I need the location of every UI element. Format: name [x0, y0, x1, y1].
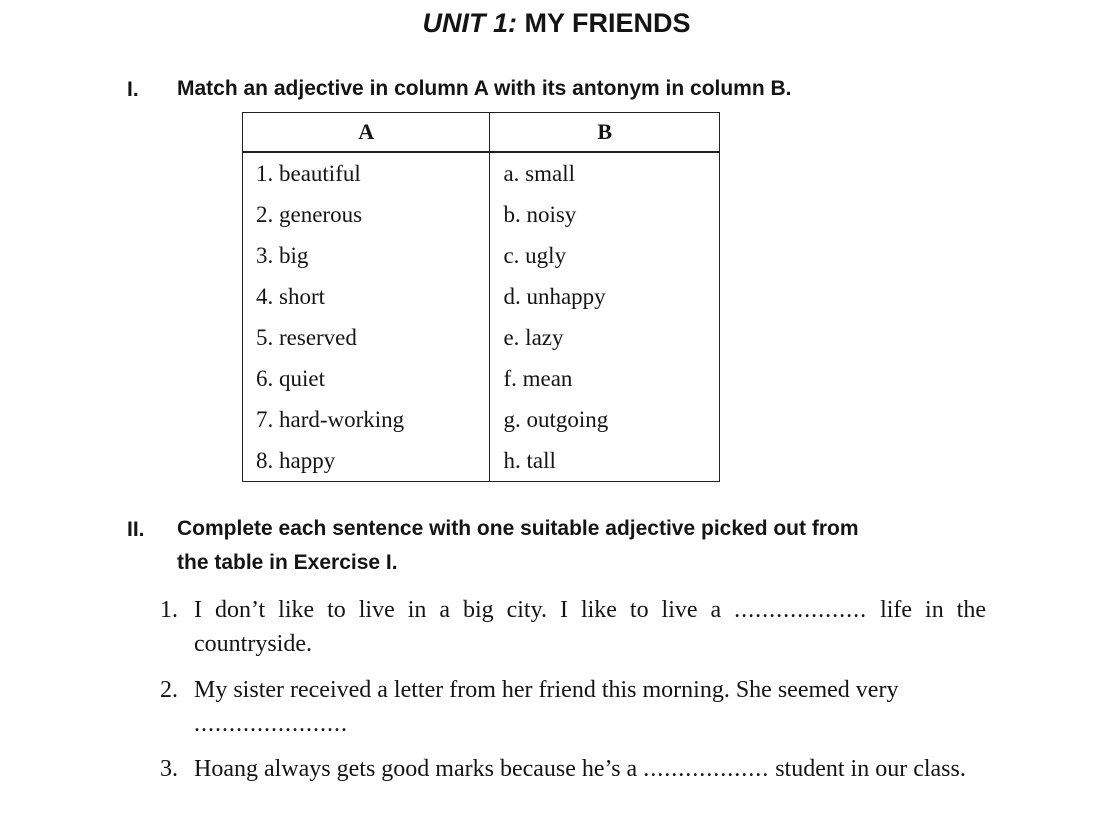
antonym-cell: e. lazy	[503, 324, 564, 350]
adjective-cell: 7. hard-working	[243, 399, 490, 440]
adjective-cell: 3. big	[243, 235, 490, 276]
table-row	[243, 152, 720, 194]
adjective-cell: 4. short	[243, 276, 490, 317]
section-2-instruction-line-1: Complete each sentence with one suitable adjective picked out from	[177, 517, 859, 540]
answer-blank[interactable]: ......................	[194, 711, 348, 737]
question-2	[160, 673, 986, 741]
antonym-cell: b. noisy	[503, 201, 577, 227]
unit-label: UNIT 1:	[422, 8, 517, 38]
page-title	[0, 8, 1113, 39]
column-b-header: B	[490, 113, 720, 153]
question-number: 2.	[160, 677, 178, 703]
adjective-cell: 5. reserved	[243, 317, 490, 358]
antonym-cell: h. tall	[503, 447, 556, 473]
question-text: My sister received a letter from her friend this morning. She seemed very	[194, 677, 899, 703]
answer-blank[interactable]: ...................	[734, 597, 868, 623]
adjective-cell: 1. beautiful	[243, 152, 490, 194]
question-3	[160, 752, 986, 786]
answer-blank[interactable]: ..................	[643, 756, 770, 782]
adjective-cell: 2. generous	[243, 194, 490, 235]
section-2-instruction-line-2: the table in Exercise I.	[177, 551, 398, 574]
question-text: Hoang always gets good marks because he’s a	[194, 756, 638, 782]
table-row	[243, 235, 720, 276]
question-text-end: life in the countryside.	[194, 597, 986, 657]
section-1-instruction: Match an adjective in column A with its antonym in column B.	[177, 77, 792, 100]
question-text: I don’t like to live in a big city. I like to live a	[194, 597, 722, 623]
table-row	[243, 440, 720, 482]
table-row	[243, 276, 720, 317]
adjective-cell: 8. happy	[243, 440, 490, 482]
question-number: 1.	[160, 597, 178, 623]
question-1	[160, 593, 986, 661]
table-row	[243, 194, 720, 235]
antonym-cell: g. outgoing	[503, 406, 609, 432]
matching-table	[242, 112, 720, 482]
antonym-cell: f. mean	[503, 365, 573, 391]
section-2-number: II.	[127, 518, 145, 541]
table-header-row	[243, 113, 720, 153]
antonym-cell: d. unhappy	[503, 283, 606, 309]
antonym-cell: c. ugly	[503, 242, 567, 268]
question-number: 3.	[160, 756, 178, 782]
unit-name: MY FRIENDS	[524, 8, 691, 38]
question-text-end: student in our class.	[775, 756, 966, 782]
table-row	[243, 317, 720, 358]
column-a-header: A	[243, 113, 490, 153]
section-1-number: I.	[127, 78, 139, 101]
adjective-cell: 6. quiet	[243, 358, 490, 399]
antonym-cell: a. small	[503, 160, 576, 186]
table-row	[243, 399, 720, 440]
table-row	[243, 358, 720, 399]
